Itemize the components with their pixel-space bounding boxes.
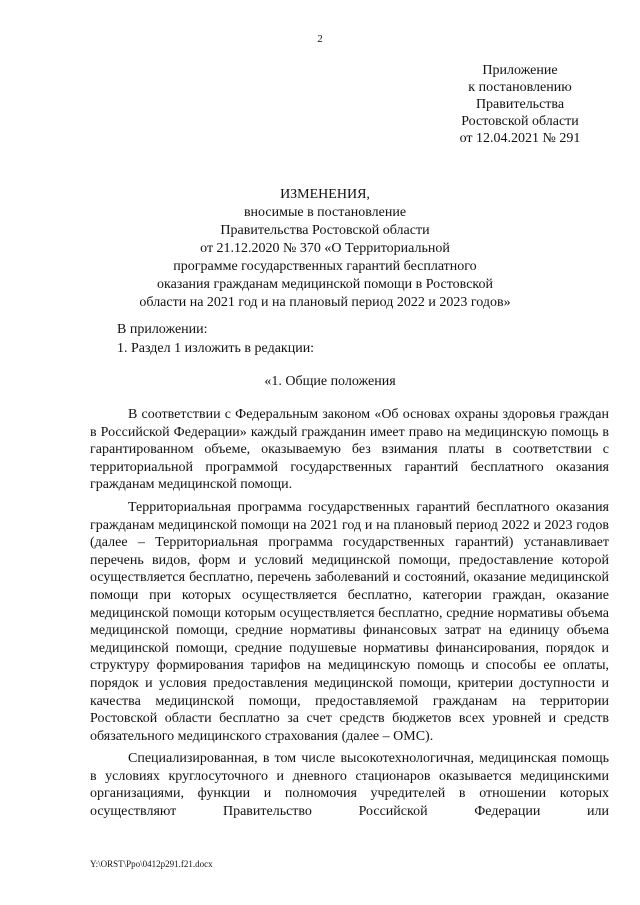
paragraph: Специализированная, в том числе высокотехнологичная, медицинская помощь в условиях круглосуточного и дневного стационаров оказывается медицинскими организациями, функции и полномочия учредителей в отношении которых осуществляют Правительство Российской Федерации или [90, 751, 609, 820]
appendix-line: Приложение [482, 63, 558, 78]
intro-line-2: 1. Раздел 1 изложить в редакции: [117, 341, 315, 356]
paragraph: Территориальная программа государственных гарантий бесплатного оказания гражданам медицинской помощи на 2021 год и на плановый период 2022 и 2023 годов (далее – Территориальная программа государственных гарантий) устанавливает перечень видов, форм и условий медицинской помощи, предоставление которой осуществляется бесплатно, перечень заболеваний и состояний, оказание медицинской помощи при которых осуществляется бесплатно, категории граждан, оказание медицинской помощи которым осуществляется бесплатно, средние нормативы объема медицинской помощи, средние нормативы финансовых затрат на единицу объема медицинской помощи, средние подушевые нормативы финансирования, порядок и структуру формирования тарифов на медицинскую помощь и способы ее оплаты, порядок и условия предоставления медицинской помощи, критерии доступности и качества медицинской помощи, предоставляемой гражданам на территории Ростовской области бесплатно за счет средств бюджетов всех уровней и средств обязательного медицинского страхования (далее – ОМС). [90, 499, 609, 744]
title-line: области на 2021 год и на плановый период 2022 и 2023 годов» [139, 295, 511, 310]
paragraph: В соответствии с Федеральным законом «Об основах охраны здоровья граждан в Российской Федерации» каждый гражданин имеет право на медицинскую помощь в гарантированном объеме, оказываемую без взимания платы в соответствии с территориальной программой государственных гарантий бесплатного оказания гражданам медицинской помощи. [90, 407, 609, 493]
document-title [90, 186, 560, 312]
footer-file-path: Y:\ORST\Ppo\0412p291.f21.docx [90, 859, 213, 869]
appendix-line: от 12.04.2021 № 291 [459, 131, 581, 146]
appendix-line: к постановлению [468, 80, 572, 95]
title-line: оказания гражданам медицинской помощи в Ростовской [156, 277, 493, 292]
intro-line-1: В приложении: [117, 322, 208, 337]
appendix-line: Правительства [475, 97, 565, 112]
title-line: вносимые в постановление [243, 205, 407, 220]
appendix-line: Ростовской области [461, 114, 579, 129]
title-line: программе государственных гарантий бесплатного [173, 259, 477, 274]
body-text [90, 406, 609, 826]
section-heading: «1. Общие положения [264, 374, 396, 389]
title-heading: ИЗМЕНЕНИЯ, [280, 187, 370, 202]
page-number: 2 [317, 33, 323, 45]
title-line: Правительства Ростовской области [220, 223, 430, 238]
title-line: от 21.12.2020 № 370 «О Территориальной [200, 241, 450, 256]
appendix-reference [420, 62, 620, 147]
